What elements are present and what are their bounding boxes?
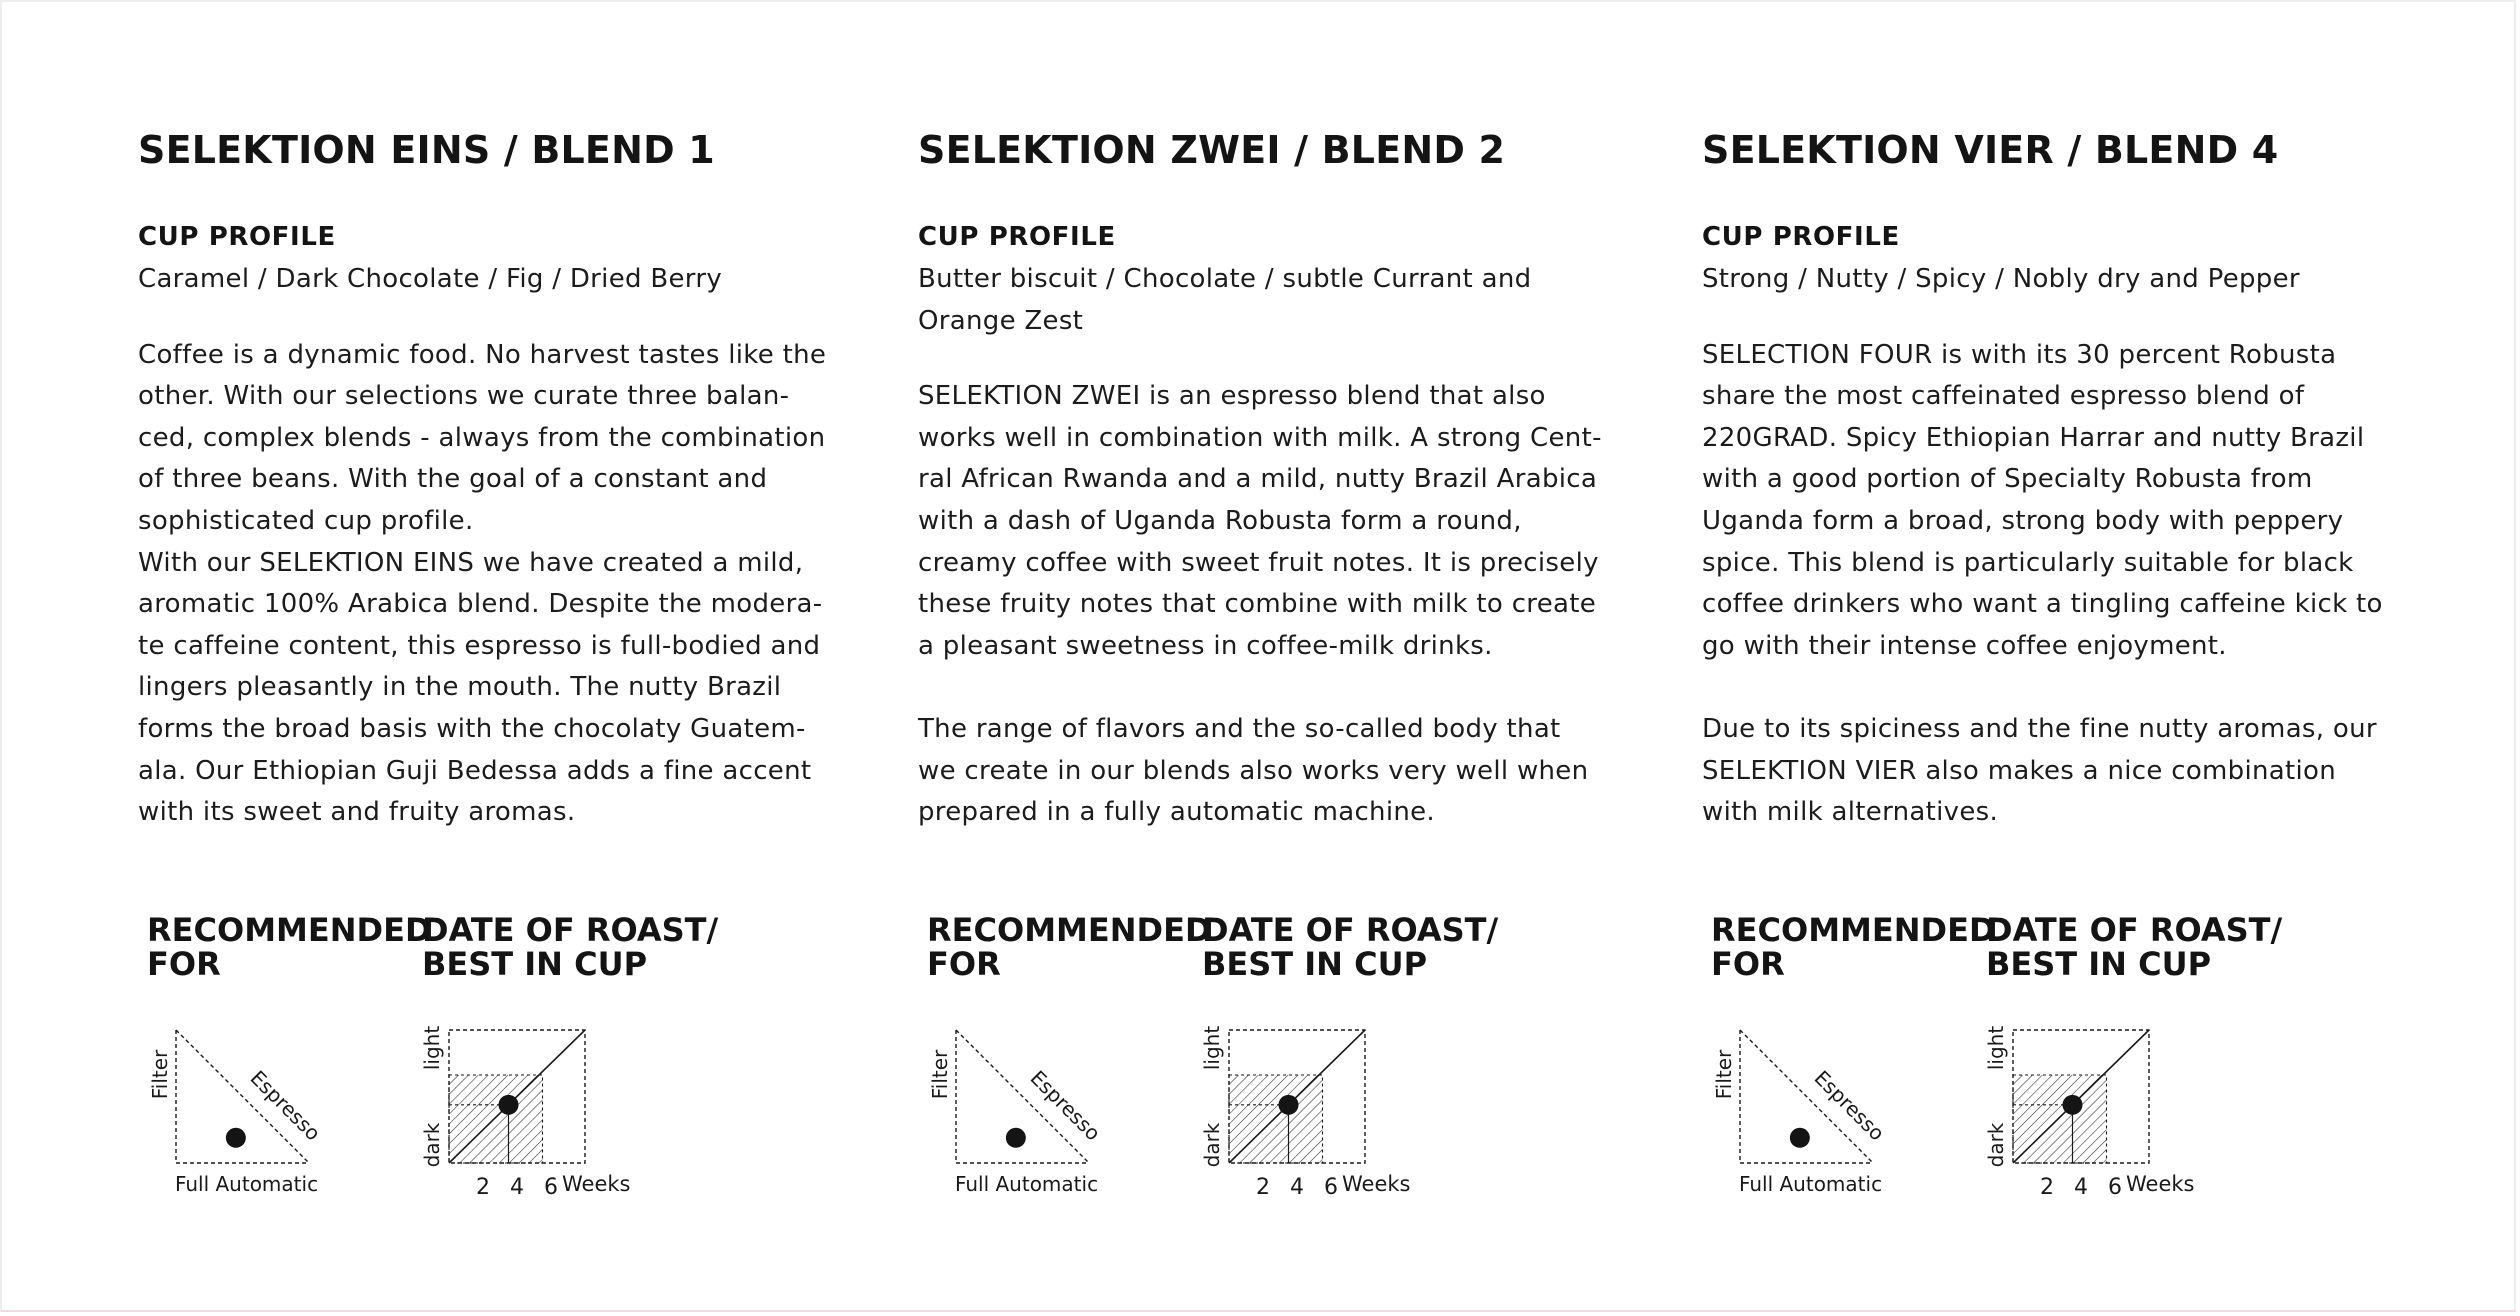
text-line [918, 667, 1602, 709]
text-line: with milk alternatives. [1702, 797, 1999, 828]
light-label: light [1984, 1025, 2008, 1071]
text-line: DATE OF ROAST/ [422, 911, 719, 949]
text-line: ala. Our Ethiopian Guji Bedessa adds a fine accent [138, 755, 812, 786]
cup-profile-notes [1702, 259, 2300, 301]
x-tick-label: 2 [2040, 1175, 2054, 1200]
text-line: share the most caffeinated espresso blend of [1702, 381, 2305, 412]
text-line [1702, 667, 2383, 709]
espresso-label: Espresso [1025, 1065, 1106, 1146]
roast-marker [499, 1095, 519, 1115]
text-line: Uganda form a broad, strong body with peppery [1702, 505, 2344, 536]
text-line: lingers pleasantly in the mouth. The nutty Brazil [138, 672, 782, 703]
filter-label: Filter [148, 1049, 172, 1100]
x-tick-label: 4 [1290, 1175, 1304, 1200]
text-line: te caffeine content, this espresso is full-bodied and [138, 630, 821, 661]
text-line: Orange Zest [918, 305, 1084, 336]
text-line: ral African Rwanda and a mild, nutty Brazil Arabica [918, 464, 1598, 495]
weeks-label: Weeks [1342, 1172, 1411, 1196]
text-line: Caramel / Dark Chocolate / Fig / Dried Berry [138, 264, 723, 294]
text-line: sophisticated cup profile. [138, 505, 474, 536]
recommended-triangle [1712, 1030, 1889, 1196]
text-line: works well in combination with milk. A strong Cent- [918, 422, 1602, 453]
text-line: BEST IN CUP [422, 945, 648, 983]
text-line: of three beans. With the goal of a constant and [138, 464, 768, 495]
text-line: aromatic 100% Arabica blend. Despite the modera- [138, 589, 823, 620]
roast-date-label [422, 913, 718, 981]
roast-marker [2063, 1095, 2083, 1115]
text-line: go with their intense coffee enjoyment. [1702, 630, 2227, 661]
text-line: FOR [147, 945, 221, 983]
text-line: DATE OF ROAST/ [1202, 911, 1499, 949]
full-automatic-label: Full Automatic [954, 1172, 1099, 1196]
text-line: prepared in a fully automatic machine. [918, 797, 1435, 828]
full-automatic-label: Full Automatic [1738, 1172, 1883, 1196]
filter-label: Filter [928, 1049, 952, 1100]
text-line: a pleasant sweetness in coffee-milk drinks. [918, 630, 1493, 661]
blend-diagrams [927, 1010, 1527, 1200]
recommended-marker [1790, 1128, 1810, 1148]
roast-date-label [1202, 913, 1498, 981]
blend-title: SELEKTION EINS / BLEND 1 [138, 128, 715, 172]
blend-title: SELEKTION VIER / BLEND 4 [1702, 128, 2279, 172]
text-line: creamy coffee with sweet fruit notes. It is precisely [918, 547, 1599, 578]
text-line: SELECTION FOUR is with its 30 percent Robusta [1702, 339, 2337, 370]
roast-chart [1200, 1026, 1410, 1200]
weeks-label: Weeks [562, 1172, 631, 1196]
blend-description [918, 376, 1602, 834]
x-tick-label: 2 [476, 1175, 490, 1200]
cup-profile-label: CUP PROFILE [1702, 222, 1900, 252]
text-line: spice. This blend is particularly suitable for black [1702, 547, 2354, 578]
recommended-marker [226, 1128, 246, 1148]
espresso-label: Espresso [245, 1065, 326, 1146]
text-line: FOR [1711, 945, 1785, 983]
roast-chart [1984, 1026, 2194, 1200]
recommended-triangle [928, 1030, 1105, 1196]
filter-label: Filter [1712, 1049, 1736, 1100]
text-line: DATE OF ROAST/ [1986, 911, 2283, 949]
light-label: light [1200, 1025, 1224, 1071]
text-line: RECOMMENDED [927, 911, 1212, 949]
x-tick-label: 6 [2108, 1175, 2122, 1200]
blend-title: SELEKTION ZWEI / BLEND 2 [918, 128, 1506, 172]
text-line: BEST IN CUP [1202, 945, 1428, 983]
text-line: BEST IN CUP [1986, 945, 2212, 983]
text-line: Strong / Nutty / Spicy / Nobly dry and Pepper [1702, 264, 2300, 294]
x-tick-label: 6 [1324, 1175, 1338, 1200]
text-line: SELEKTION ZWEI is an espresso blend that also [918, 381, 1546, 412]
text-line: ced, complex blends - always from the combination [138, 422, 826, 453]
text-line: Butter biscuit / Chocolate / subtle Currant and [918, 264, 1532, 294]
text-line: forms the broad basis with the chocolaty Guatem- [138, 713, 806, 744]
cup-profile-label: CUP PROFILE [138, 222, 336, 252]
text-line: Coffee is a dynamic food. No harvest tastes like the [138, 339, 827, 370]
roast-marker [1279, 1095, 1299, 1115]
recommended-triangle [148, 1030, 325, 1196]
blend-diagrams [1711, 1010, 2311, 1200]
espresso-label: Espresso [1809, 1065, 1890, 1146]
blend-description [1702, 335, 2383, 834]
x-tick-label: 2 [1256, 1175, 1270, 1200]
recommended-for-label [1711, 913, 1996, 981]
light-label: light [420, 1025, 444, 1071]
text-line: RECOMMENDED [147, 911, 432, 949]
text-line: these fruity notes that combine with milk to create [918, 589, 1597, 620]
recommended-for-label [927, 913, 1212, 981]
cup-profile-notes [918, 259, 1531, 342]
dark-label: dark [1984, 1122, 2008, 1168]
text-line: RECOMMENDED [1711, 911, 1996, 949]
text-line: we create in our blends also works very well when [918, 755, 1589, 786]
full-automatic-label: Full Automatic [174, 1172, 319, 1196]
x-tick-label: 6 [544, 1175, 558, 1200]
text-line: other. With our selections we curate three balan- [138, 381, 790, 412]
x-tick-label: 4 [510, 1175, 524, 1200]
recommended-for-label [147, 913, 432, 981]
cup-profile-notes [138, 259, 722, 301]
text-line: The range of flavors and the so-called body that [918, 713, 1561, 744]
text-line: With our SELEKTION EINS we have created a mild, [138, 547, 804, 578]
text-line: with its sweet and fruity aromas. [138, 797, 576, 828]
text-line: coffee drinkers who want a tingling caffeine kick to [1702, 589, 2383, 620]
dark-label: dark [420, 1122, 444, 1168]
roast-date-label [1986, 913, 2282, 981]
text-line: with a good portion of Specialty Robusta from [1702, 464, 2313, 495]
text-line: with a dash of Uganda Robusta form a round, [918, 505, 1522, 536]
dark-label: dark [1200, 1122, 1224, 1168]
weeks-label: Weeks [2126, 1172, 2195, 1196]
blend-diagrams [147, 1010, 747, 1200]
text-line: FOR [927, 945, 1001, 983]
roast-chart [420, 1026, 630, 1200]
text-line: 220GRAD. Spicy Ethiopian Harrar and nutty Brazil [1702, 422, 2365, 453]
recommended-marker [1006, 1128, 1026, 1148]
x-tick-label: 4 [2074, 1175, 2088, 1200]
text-line: SELEKTION VIER also makes a nice combination [1702, 755, 2337, 786]
cup-profile-label: CUP PROFILE [918, 222, 1116, 252]
blend-description [138, 335, 826, 834]
text-line: Due to its spiciness and the fine nutty aromas, our [1702, 713, 2377, 744]
